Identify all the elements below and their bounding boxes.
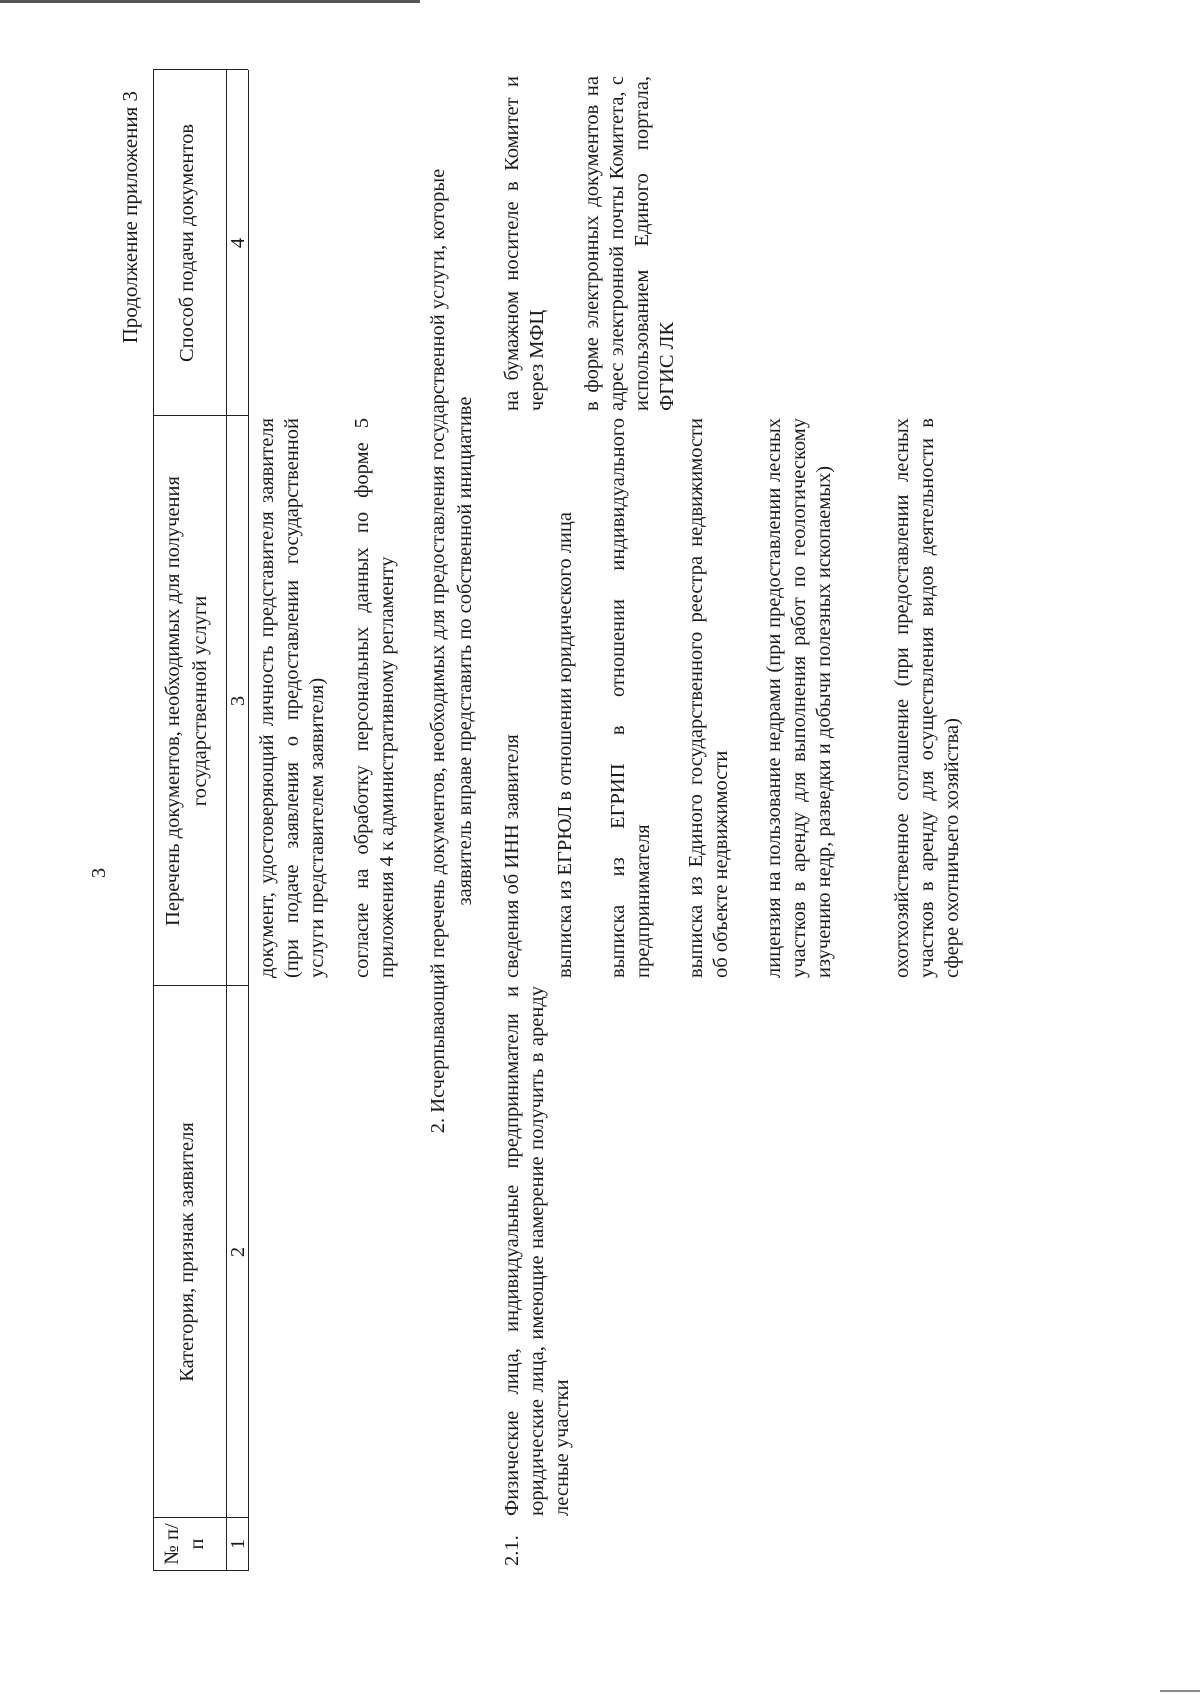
document-item: документ, удостоверяющий личность представителя заявителя (при подаче заявления о предоставлении государственной услуги представителем заявителя) [256, 418, 328, 978]
document-item: лицензия на пользование недрами (при предоставлении лесных участков в аренду для выполнения работ по геологическому изучению недр, разведки и добычи полезных ископаемых) [763, 418, 835, 978]
document-item: охотхозяйственное соглашение (при предоставлении лесных участков в аренду для осуществления видов деятельности в сфере охотничьего хозяйства) [891, 418, 963, 978]
document-item: выписка из ЕГРЮЛ в отношении юридического лица [554, 512, 576, 978]
document-item: выписка из ЕГРИП в отношении индивидуального предпринимателя [607, 418, 654, 978]
page-number: 3 [88, 867, 110, 879]
column-number-4: 4 [227, 237, 249, 249]
submission-method: на бумажном носителе в Комитет и через МФЦ [501, 76, 548, 411]
header-category: Категория, признак заявителя [176, 1122, 198, 1382]
row-number: 2.1. [501, 1535, 523, 1566]
header-method: Способ подачи документов [176, 123, 198, 363]
submission-method: в форме электронных документов на адрес электронной почты Комитета, с использованием Единого портала, ФГИС ЛК [581, 76, 678, 411]
header-number: № п/п [161, 1523, 208, 1565]
column-number-2: 2 [227, 1246, 249, 1258]
header-documents: Перечень документов, необходимых для получения государственной услуги [162, 476, 211, 926]
column-number-3: 3 [227, 695, 249, 707]
section-heading: 2. Исчерпывающий перечень документов, необходимых для предоставления государственной услуги, которые заявитель вправе представить по собственной инициативе [427, 168, 476, 1134]
row-category: Физические лица, индивидуальные предприниматели и юридические лица, имеющие намерение получить в аренду лесные участки [501, 986, 573, 1516]
column-number-1: 1 [227, 1538, 249, 1550]
document-item: согласие на обработку персональных данных по форме 5 приложения 4 к административному регламенту [351, 418, 398, 978]
document-item: выписка из Единого государственного реестра недвижимости об объекте недвижимости [685, 418, 732, 978]
document-item: сведения об ИНН заявителя [501, 734, 523, 978]
continuation-note: Продолжение приложения 3 [118, 91, 142, 344]
